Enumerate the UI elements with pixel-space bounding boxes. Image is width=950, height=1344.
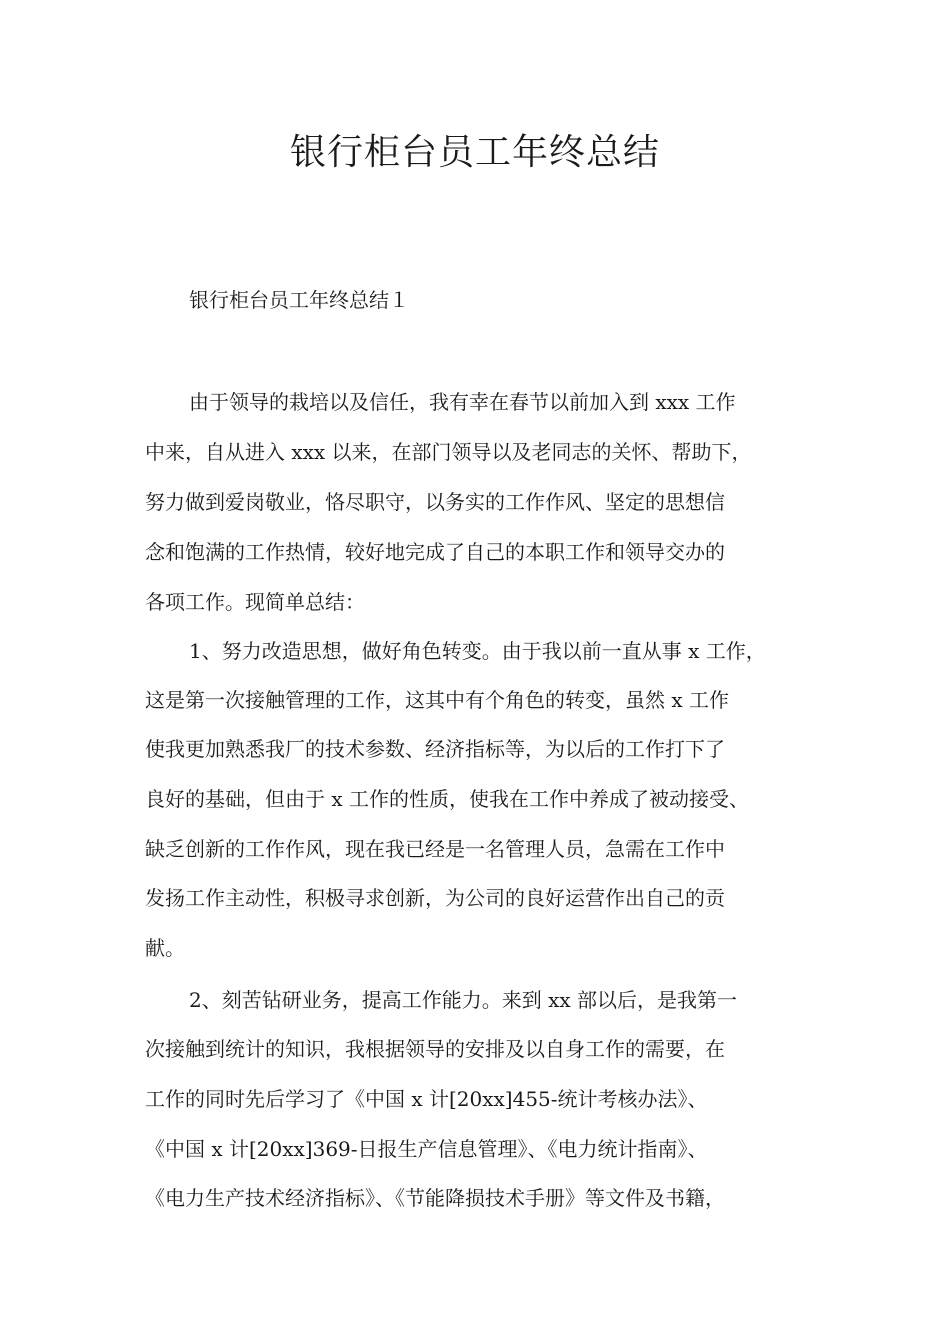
paragraph-line: 工作的同时先后学习了《中国 x 计[20xx]455-统计考核办法》、 [145,1087,708,1111]
paragraph-line: 努力做到爱岗敬业，恪尽职守，以务实的工作作风、坚定的思想信 [145,490,725,514]
paragraph-line: 发扬工作主动性，积极寻求创新，为公司的良好运营作出自己的贡 [145,886,725,910]
paragraph-line: 这是第一次接触管理的工作，这其中有个角色的转变，虽然 x 工作 [145,688,729,712]
paragraph-line: 1、努力改造思想，做好角色转变。由于我以前一直从事 x 工作， [189,639,766,663]
paragraph-line: 缺乏创新的工作作风，现在我已经是一名管理人员，急需在工作中 [145,837,725,861]
section-heading: 银行柜台员工年终总结１ [189,288,409,312]
paragraph-line: 《电力生产技术经济指标》、《节能降损技术手册》等文件及书籍， [145,1186,725,1210]
paragraph-line: 次接触到统计的知识，我根据领导的安排及以自身工作的需要，在 [145,1037,725,1061]
paragraph-line: 使我更加熟悉我厂的技术参数、经济指标等，为以后的工作打下了 [145,737,725,761]
paragraph-line: 《中国 x 计[20xx]369-日报生产信息管理》、《电力统计指南》、 [145,1137,708,1161]
paragraph-line: 2、刻苦钻研业务，提高工作能力。来到 xx 部以后，是我第一 [189,988,737,1012]
paragraph-line: 中来，自从进入 xxx 以来，在部门领导以及老同志的关怀、帮助下， [145,440,752,464]
paragraph-line: 由于领导的栽培以及信任，我有幸在春节以前加入到 xxx 工作 [189,390,736,414]
paragraph-line: 各项工作。现简单总结： [145,590,365,614]
paragraph-line: 献。 [145,936,185,960]
paragraph-line: 念和饱满的工作热情，较好地完成了自己的本职工作和领导交办的 [145,540,725,564]
document-title: 银行柜台员工年终总结 [289,132,660,173]
paragraph-line: 良好的基础，但由于 x 工作的性质，使我在工作中养成了被动接受、 [145,787,749,811]
